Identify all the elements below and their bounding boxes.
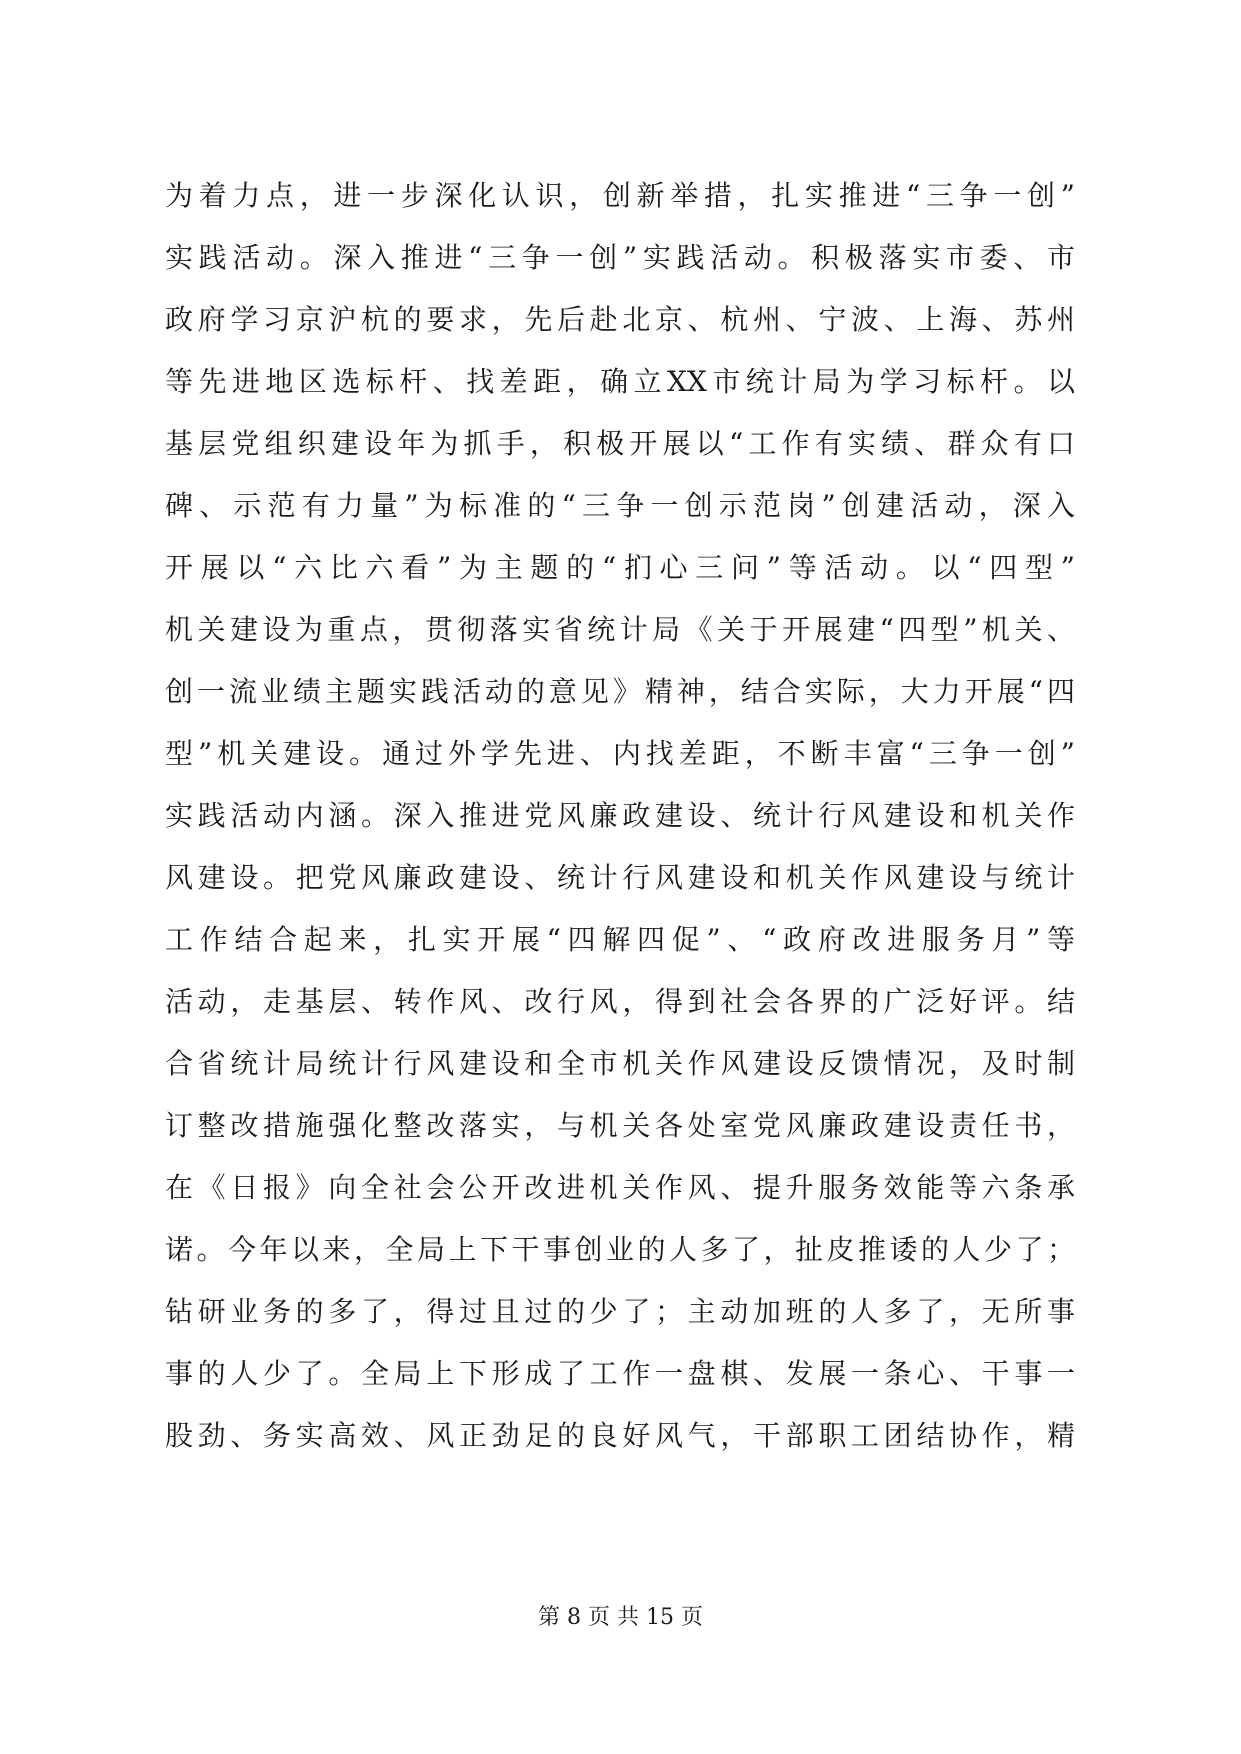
page-footer xyxy=(0,1603,1241,1633)
body-text xyxy=(165,165,1075,1467)
text-line: 开展以“六比六看”为主题的“扪心三问”等活动。以“四型” xyxy=(165,551,1075,584)
text-line: 碑、示范有力量”为标准的“三争一创示范岗”创建活动，深入 xyxy=(165,489,1075,522)
text-line: 基层党组织建设年为抓手，积极开展以“工作有实绩、群众有口 xyxy=(165,427,1075,460)
text-line: 创一流业绩主题实践活动的意见》精神，结合实际，大力开展“四 xyxy=(165,675,1075,708)
page-number: 第 8 页 共 15 页 xyxy=(538,1605,703,1630)
text-line: 风建设。把党风廉政建设、统计行风建设和机关作风建设与统计 xyxy=(165,861,1075,894)
text-line: 机关建设为重点，贯彻落实省统计局《关于开展建“四型”机关、 xyxy=(165,613,1075,646)
text-line: 工作结合起来，扎实开展“四解四促”、“政府改进服务月”等 xyxy=(165,923,1075,956)
text-line: 政府学习京沪杭的要求，先后赴北京、杭州、宁波、上海、苏州 xyxy=(165,303,1075,336)
text-line: 钻研业务的多了，得过且过的少了；主动加班的人多了，无所事 xyxy=(165,1295,1075,1328)
text-line: 事的人少了。全局上下形成了工作一盘棋、发展一条心、干事一 xyxy=(165,1357,1075,1390)
text-line: 实践活动。深入推进“三争一创”实践活动。积极落实市委、市 xyxy=(165,241,1075,274)
text-line: 等先进地区选标杆、找差距，确立XX市统计局为学习标杆。以 xyxy=(165,365,1075,398)
text-line: 为着力点，进一步深化认识，创新举措，扎实推进“三争一创” xyxy=(165,179,1075,212)
text-line: 合省统计局统计行风建设和全市机关作风建设反馈情况，及时制 xyxy=(165,1047,1075,1080)
text-line: 在《日报》向全社会公开改进机关作风、提升服务效能等六条承 xyxy=(165,1171,1075,1204)
text-line: 活动，走基层、转作风、改行风，得到社会各界的广泛好评。结 xyxy=(165,985,1075,1018)
text-line: 型”机关建设。通过外学先进、内找差距，不断丰富“三争一创” xyxy=(165,737,1075,770)
text-line: 实践活动内涵。深入推进党风廉政建设、统计行风建设和机关作 xyxy=(165,799,1075,832)
text-line: 诺。今年以来，全局上下干事创业的人多了，扯皮推诿的人少了； xyxy=(165,1233,1075,1266)
text-line: 股劲、务实高效、风正劲足的良好风气，干部职工团结协作，精 xyxy=(165,1419,1075,1452)
text-line: 订整改措施强化整改落实，与机关各处室党风廉政建设责任书， xyxy=(165,1109,1075,1142)
